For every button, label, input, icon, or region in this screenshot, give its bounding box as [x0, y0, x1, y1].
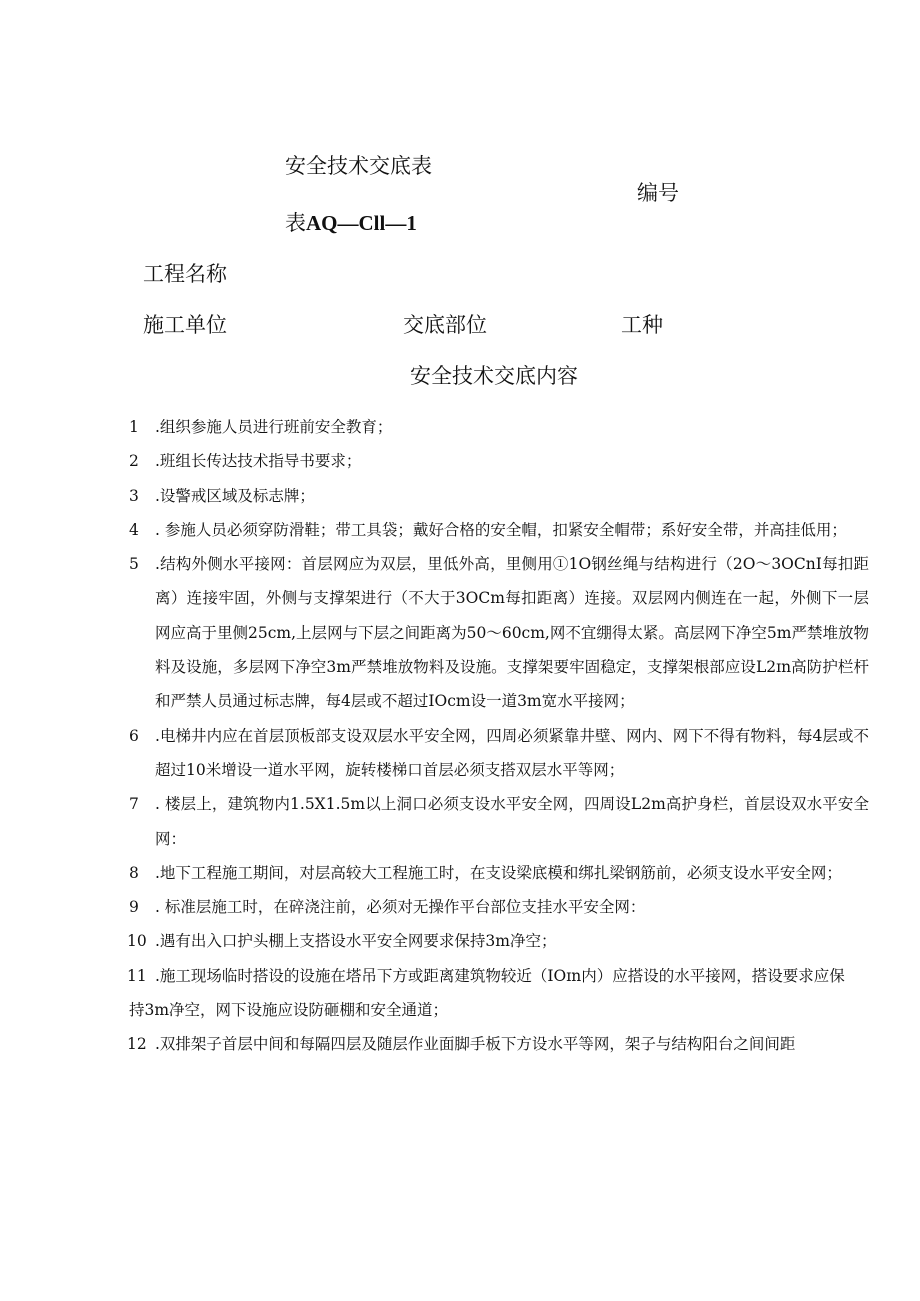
item-text: .施工现场临时搭设的设施在塔吊下方或距离建筑物较近（IOɪn内）应搭设的水平接网，搭设要求应保: [155, 966, 845, 985]
form-code: [285, 207, 417, 237]
item-text: .结构外侧水平接网：首层网应为双层，里低外高，里侧用①1O钢丝绳与结构进行（2O～3OCnI每扣距离）连接牢固，外侧与支撑架进行（不大于3OCm每扣距离）连接。双层网内侧连在一起，外侧下一层网应高于里侧25cm,上层网与下层之间距离为50～60cm,网不宜绷得太紧。高层网下净空5m严禁堆放物料及设施，多层网下净空3m严禁堆放物料及设施。支撑架要牢固稳定，支撑架根部应设L2ɪn高防护栏杆和严禁人员通过标志牌，每4层或不超过IOcm设一道3m宽水平接网；: [155, 555, 869, 711]
list-item: [129, 479, 869, 513]
item-number: 6: [129, 726, 139, 745]
list-item: [129, 719, 869, 788]
item-text: .班组长传达技术指导书要求；: [155, 452, 362, 471]
item-number: 9: [129, 898, 139, 917]
item-number: 3: [129, 486, 139, 505]
item-text: . 标准层施工时，在碎浇注前，必须对无操作平台部位支挂水平安全网：: [155, 898, 646, 917]
list-item: [129, 856, 869, 890]
item-text: .地下工程施工期间，对层高较大工程施工时，在支设梁底模和绑扎梁钢筋前，必须支设水平安全网；: [155, 863, 842, 882]
list-item: [129, 890, 869, 924]
item-number: 1: [129, 418, 139, 436]
item-number: 2: [129, 452, 139, 471]
item-number: 12: [127, 1035, 147, 1054]
list-item: [129, 444, 869, 478]
project-name-label: 工程名称: [143, 262, 227, 286]
list-item: [129, 924, 869, 958]
item-text: .遇有出入口护头棚上支搭设水平安全网要求保持3m净空；: [155, 932, 557, 951]
list-item: [129, 547, 869, 718]
item-text: .设警戒区域及标志牌；: [155, 486, 315, 505]
list-item: [129, 959, 869, 993]
item-number: 7: [129, 795, 139, 814]
page-title: 安全技术交底表: [285, 154, 432, 178]
content-title: 安全技术交底内容: [410, 364, 578, 388]
form-code-prefix: 表: [285, 211, 306, 235]
work-type-label: 工种: [621, 313, 663, 337]
item-text: .组织参施人员进行班前安全教育；: [155, 418, 393, 436]
item-text: . 参施人员必须穿防滑鞋；带工具袋；戴好合格的安全帽，扣紧安全帽带；系好安全带，并高挂低用；: [155, 520, 847, 539]
list-item: [129, 513, 869, 547]
item-text: 持3m净空，网下设施应设防砸棚和安全通道；: [129, 1001, 449, 1020]
list-item-continuation: [129, 993, 869, 1027]
instruction-list: [129, 410, 869, 1062]
construction-unit-label: 施工单位: [143, 313, 227, 337]
item-number: 10: [127, 932, 147, 951]
handover-location-label: 交底部位: [403, 313, 487, 337]
list-item: [129, 787, 869, 856]
list-item: [129, 410, 869, 444]
item-text: . 楼层上，建筑物内1.5X1.5m以上洞口必须支设水平安全网，四周设L2m高护身栏，首层设双水平安全网：: [155, 795, 869, 848]
serial-number-label: 编号: [637, 181, 679, 205]
item-number: 4: [129, 520, 139, 539]
list-item: [129, 1027, 869, 1061]
item-text: .双排架子首层中间和每隔四层及随层作业面脚手板下方设水平等网，架子与结构阳台之间间距: [155, 1035, 796, 1054]
form-code-value: AQ—Cll—1: [306, 211, 417, 235]
item-text: .电梯井内应在首层顶板部支设双层水平安全网，四周必须紧靠井壁、网内、网下不得有物料，每4层或不超过10米增设一道水平网，旋转楼梯口首层必须支搭双层水平等网；: [155, 726, 869, 779]
item-number: 11: [127, 966, 147, 985]
item-number: 5: [129, 555, 139, 574]
item-number: 8: [129, 863, 139, 882]
